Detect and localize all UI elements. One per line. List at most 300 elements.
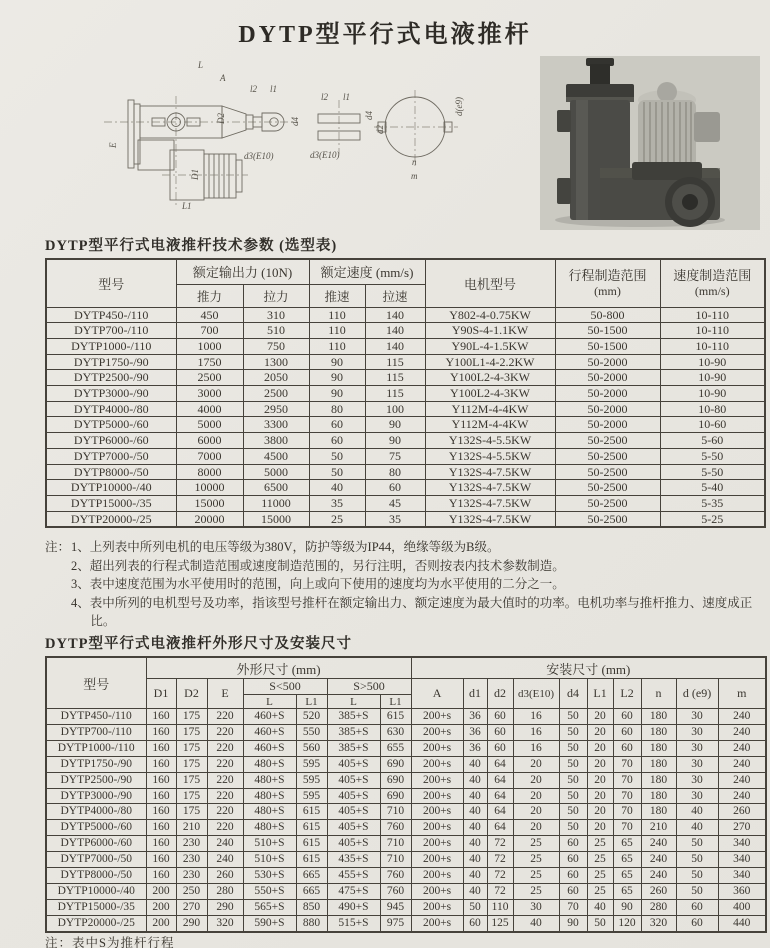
drawing-main-view xyxy=(104,60,300,217)
table-cell: 10-110 xyxy=(660,307,765,323)
table-cell: 220 xyxy=(207,788,243,804)
table-cell: 90 xyxy=(365,417,425,433)
table-cell: 665 xyxy=(296,883,327,899)
table-row xyxy=(46,495,765,511)
table-cell: 1300 xyxy=(243,354,309,370)
table-row xyxy=(46,820,766,836)
table-cell: 40 xyxy=(463,883,487,899)
table-cell: 20 xyxy=(513,772,559,788)
table-cell: DYTP3000-/90 xyxy=(46,386,176,402)
table-cell: 20 xyxy=(513,788,559,804)
table-cell: 25 xyxy=(587,852,613,868)
notes-prefix: 注： xyxy=(45,540,71,554)
dim-label-d4: d4 xyxy=(290,117,300,126)
table-cell: DYTP2500-/90 xyxy=(46,370,176,386)
table-cell: 385+S xyxy=(327,724,380,740)
table-cell: 10-110 xyxy=(660,338,765,354)
table-row xyxy=(46,307,765,323)
table-cell: 200+s xyxy=(411,899,463,915)
table-cell: 340 xyxy=(718,868,766,884)
dim-label-l1-section: l1 xyxy=(343,92,351,102)
table-cell: 40 xyxy=(463,836,487,852)
col-header-d4: d4 xyxy=(559,679,587,709)
table-cell: DYTP1750-/90 xyxy=(46,756,146,772)
table-cell: Y802-4-0.75KW xyxy=(425,307,555,323)
table-row xyxy=(46,868,766,884)
table-cell: Y112M-4-4KW xyxy=(425,401,555,417)
table-cell: 340 xyxy=(718,836,766,852)
table-cell: 50-2500 xyxy=(555,433,660,449)
table-cell: DYTP7000-/50 xyxy=(46,852,146,868)
table-cell: 160 xyxy=(146,724,176,740)
table-cell: 25 xyxy=(587,883,613,899)
table-cell: 40 xyxy=(463,804,487,820)
table-cell: DYTP8000-/50 xyxy=(46,868,146,884)
table-cell: 760 xyxy=(380,868,411,884)
table-cell: 90 xyxy=(309,354,365,370)
stroke-range-unit: (mm) xyxy=(594,283,621,298)
table-cell: 60 xyxy=(309,417,365,433)
table-cell: 455+S xyxy=(327,868,380,884)
table-cell: 615 xyxy=(296,852,327,868)
table-cell: 20 xyxy=(513,820,559,836)
table-cell: 595 xyxy=(296,756,327,772)
table-cell: 70 xyxy=(613,820,641,836)
table-cell: 50 xyxy=(676,852,718,868)
table-cell: 65 xyxy=(613,883,641,899)
table-cell: 240 xyxy=(207,836,243,852)
table-cell: 40 xyxy=(513,915,559,931)
table-cell: 530+S xyxy=(243,868,296,884)
table-cell: 220 xyxy=(207,820,243,836)
table-cell: 850 xyxy=(296,899,327,915)
table-cell: 280 xyxy=(207,883,243,899)
table-cell: 72 xyxy=(487,883,513,899)
table-cell: 3300 xyxy=(243,417,309,433)
table-cell: 405+S xyxy=(327,788,380,804)
table-cell: 64 xyxy=(487,756,513,772)
table-cell: 40 xyxy=(463,772,487,788)
table-cell: 10-60 xyxy=(660,417,765,433)
table-cell: Y132S-4-7.5KW xyxy=(425,480,555,496)
table-cell: 480+S xyxy=(243,820,296,836)
dim-label-D2: D2 xyxy=(216,113,226,124)
table-cell: 25 xyxy=(587,868,613,884)
table-cell: 60 xyxy=(559,852,587,868)
table-row xyxy=(46,804,766,820)
table-cell: 60 xyxy=(365,480,425,496)
table-cell: 5-35 xyxy=(660,495,765,511)
table-cell: 595 xyxy=(296,788,327,804)
table-cell: Y132S-4-7.5KW xyxy=(425,495,555,511)
table-cell: 320 xyxy=(641,915,676,931)
table-cell: 690 xyxy=(380,772,411,788)
table-cell: 630 xyxy=(380,724,411,740)
dim-label-E: E xyxy=(108,142,118,148)
table-cell: 200+s xyxy=(411,868,463,884)
col-header-push-speed: 推速 xyxy=(309,284,365,307)
table-cell: 615 xyxy=(296,804,327,820)
col-header-d-e9: d (e9) xyxy=(676,679,718,709)
table-cell: 120 xyxy=(613,915,641,931)
table-cell: 4000 xyxy=(176,401,243,417)
col-header-n: n xyxy=(641,679,676,709)
table-cell: 2950 xyxy=(243,401,309,417)
table-cell: 160 xyxy=(146,709,176,725)
table-cell: 20000 xyxy=(176,511,243,527)
table-cell: 200+s xyxy=(411,804,463,820)
table-cell: 175 xyxy=(176,756,207,772)
col-header-pull-speed: 拉速 xyxy=(365,284,425,307)
table-cell: 280 xyxy=(641,899,676,915)
table-cell: 36 xyxy=(463,724,487,740)
table-cell: DYTP2500-/90 xyxy=(46,772,146,788)
table-cell: 200+s xyxy=(411,756,463,772)
table-cell: 475+S xyxy=(327,883,380,899)
table-cell: DYTP1000-/110 xyxy=(46,338,176,354)
dimension-table-body xyxy=(46,709,766,932)
table-cell: 50 xyxy=(559,788,587,804)
col-header-motor: 电机型号 xyxy=(425,259,555,307)
dim-label-l2-section: l2 xyxy=(321,92,329,102)
table-cell: DYTP8000-/50 xyxy=(46,464,176,480)
table-cell: 90 xyxy=(309,370,365,386)
table-cell: 175 xyxy=(176,772,207,788)
table-cell: Y132S-4-7.5KW xyxy=(425,464,555,480)
table-cell: 40 xyxy=(463,788,487,804)
table-cell: 140 xyxy=(365,323,425,339)
table-cell: 510+S xyxy=(243,852,296,868)
table-cell: 220 xyxy=(207,772,243,788)
col-header-pull-force: 拉力 xyxy=(243,284,309,307)
table-cell: 70 xyxy=(559,899,587,915)
table-cell: 480+S xyxy=(243,772,296,788)
table-cell: 510 xyxy=(243,323,309,339)
col-header-push-force: 推力 xyxy=(176,284,243,307)
spec-table xyxy=(45,258,766,528)
table-cell: 40 xyxy=(676,804,718,820)
col-header-L-gt: L xyxy=(327,695,380,709)
table-cell: 7000 xyxy=(176,448,243,464)
table-cell: 200+s xyxy=(411,820,463,836)
table-cell: 10000 xyxy=(176,480,243,496)
table-cell: 75 xyxy=(365,448,425,464)
table-cell: 710 xyxy=(380,836,411,852)
dimension-table-header xyxy=(46,657,766,709)
table-cell: 40 xyxy=(463,868,487,884)
col-header-L2: L2 xyxy=(613,679,641,709)
table-cell: 175 xyxy=(176,788,207,804)
table-cell: 260 xyxy=(641,883,676,899)
table-row xyxy=(46,386,765,402)
table-cell: Y100L2-4-3KW xyxy=(425,370,555,386)
table-cell: 60 xyxy=(676,915,718,931)
table-cell: Y132S-4-5.5KW xyxy=(425,448,555,464)
table-cell: 710 xyxy=(380,852,411,868)
table-cell: 110 xyxy=(309,338,365,354)
table-row xyxy=(46,709,766,725)
table-cell: 50-800 xyxy=(555,307,660,323)
table-cell: 50 xyxy=(463,899,487,915)
table-cell: DYTP7000-/50 xyxy=(46,448,176,464)
table-cell: 50 xyxy=(309,464,365,480)
table-cell: 65 xyxy=(613,836,641,852)
table-cell: 60 xyxy=(676,899,718,915)
table-cell: 10-80 xyxy=(660,401,765,417)
table-cell: 975 xyxy=(380,915,411,931)
table-cell: 40 xyxy=(309,480,365,496)
table-cell: 30 xyxy=(676,740,718,756)
table-cell: 60 xyxy=(613,709,641,725)
table-cell: 20 xyxy=(587,788,613,804)
table-cell: DYTP15000-/35 xyxy=(46,495,176,511)
table-row xyxy=(46,756,766,772)
table-cell: 550 xyxy=(296,724,327,740)
table-cell: 50-2500 xyxy=(555,448,660,464)
table-cell: Y90S-4-1.1KW xyxy=(425,323,555,339)
table-row xyxy=(46,417,765,433)
table-cell: 35 xyxy=(365,511,425,527)
col-header-L1-install: L1 xyxy=(587,679,613,709)
table-cell: 200+s xyxy=(411,883,463,899)
table-cell: 700 xyxy=(176,323,243,339)
table-cell: 175 xyxy=(176,724,207,740)
dim-label-n: n xyxy=(412,157,417,167)
table-cell: 64 xyxy=(487,772,513,788)
table-cell: 460+S xyxy=(243,724,296,740)
table-cell: 1000 xyxy=(176,338,243,354)
col-header-d1: d1 xyxy=(463,679,487,709)
table-cell: DYTP450-/110 xyxy=(46,307,176,323)
table-cell: 240 xyxy=(718,756,766,772)
table-cell: 440 xyxy=(718,915,766,931)
table-cell: 615 xyxy=(380,709,411,725)
dim-label-l1: l1 xyxy=(270,84,278,94)
table-cell: 5-50 xyxy=(660,448,765,464)
table-cell: 80 xyxy=(309,401,365,417)
table-cell: 50 xyxy=(676,883,718,899)
spec-table-header xyxy=(46,259,765,307)
table-cell: 110 xyxy=(309,323,365,339)
table-cell: 180 xyxy=(641,756,676,772)
table-cell: 240 xyxy=(718,740,766,756)
table-cell: 125 xyxy=(487,915,513,931)
table-cell: 35 xyxy=(309,495,365,511)
table-cell: 405+S xyxy=(327,820,380,836)
table-row xyxy=(46,836,766,852)
dimension-drawing xyxy=(58,54,540,230)
table-cell: 36 xyxy=(463,709,487,725)
notes-block xyxy=(45,538,757,631)
dim-label-L: L xyxy=(198,60,204,70)
table-cell: 360 xyxy=(718,883,766,899)
table-cell: 5-50 xyxy=(660,464,765,480)
photo-motor-cap xyxy=(657,82,677,102)
col-header-L-lt: L xyxy=(243,695,296,709)
table-cell: 200+s xyxy=(411,709,463,725)
table-cell: 240 xyxy=(641,852,676,868)
table-cell: 60 xyxy=(309,433,365,449)
table-cell: 40 xyxy=(463,756,487,772)
table-cell: 160 xyxy=(146,836,176,852)
table-cell: 50 xyxy=(309,448,365,464)
table-cell: Y90L-4-1.5KW xyxy=(425,338,555,354)
col-header-L1-gt: L1 xyxy=(380,695,411,709)
table-cell: 16 xyxy=(513,740,559,756)
table-cell: 90 xyxy=(365,433,425,449)
table-cell: 200+s xyxy=(411,852,463,868)
col-header-rated-force: 额定输出力 (10N) xyxy=(176,259,309,284)
table-cell: 8000 xyxy=(176,464,243,480)
table-cell: 615 xyxy=(296,836,327,852)
table-cell: 80 xyxy=(365,464,425,480)
table-cell: 30 xyxy=(676,709,718,725)
table-cell: 200+s xyxy=(411,915,463,931)
table-cell: 60 xyxy=(559,868,587,884)
table-cell: 615 xyxy=(296,820,327,836)
table-cell: 30 xyxy=(676,724,718,740)
table-cell: DYTP10000-/40 xyxy=(46,883,146,899)
table-cell: 72 xyxy=(487,852,513,868)
table-cell: DYTP20000-/25 xyxy=(46,511,176,527)
table-cell: 220 xyxy=(207,740,243,756)
table-cell: 240 xyxy=(641,868,676,884)
table-cell: 50 xyxy=(559,724,587,740)
table-cell: 15000 xyxy=(176,495,243,511)
table-row xyxy=(46,915,766,931)
table-cell: 710 xyxy=(380,804,411,820)
table-cell: 70 xyxy=(613,788,641,804)
photo-junction-box xyxy=(694,112,720,142)
table-cell: 65 xyxy=(613,852,641,868)
table-cell: 20 xyxy=(587,756,613,772)
table-cell: 405+S xyxy=(327,836,380,852)
table-cell: 220 xyxy=(207,804,243,820)
col-header-d3-E10: d3(E10) xyxy=(513,679,559,709)
drawing-end-view xyxy=(374,90,464,186)
table-cell: 20 xyxy=(587,772,613,788)
table-cell: DYTP5000-/60 xyxy=(46,820,146,836)
col-header-A: A xyxy=(411,679,463,709)
table-cell: 64 xyxy=(487,788,513,804)
table-cell: 200 xyxy=(146,883,176,899)
table-row xyxy=(46,480,765,496)
table-cell: 230 xyxy=(176,836,207,852)
table-cell: 490+S xyxy=(327,899,380,915)
table-cell: 560 xyxy=(296,740,327,756)
speed-range-unit: (mm/s) xyxy=(694,283,730,298)
table-row xyxy=(46,354,765,370)
figure-row xyxy=(58,54,760,232)
table-cell: 45 xyxy=(365,495,425,511)
table-cell: 50-2000 xyxy=(555,386,660,402)
table-cell: 565+S xyxy=(243,899,296,915)
table-cell: 200+s xyxy=(411,836,463,852)
table-cell: DYTP450-/110 xyxy=(46,709,146,725)
table-cell: 260 xyxy=(207,868,243,884)
table-cell: 3000 xyxy=(176,386,243,402)
table-cell: 25 xyxy=(513,883,559,899)
table-cell: 20 xyxy=(513,756,559,772)
table-cell: 160 xyxy=(146,756,176,772)
table-cell: 590+S xyxy=(243,915,296,931)
table-row xyxy=(46,788,766,804)
table-row xyxy=(46,338,765,354)
table-cell: 50-2500 xyxy=(555,511,660,527)
col-header-L1-lt: L1 xyxy=(296,695,327,709)
table-cell: 240 xyxy=(718,788,766,804)
speed-range-label: 速度制造范围 xyxy=(673,267,752,283)
table-cell: DYTP700-/110 xyxy=(46,724,146,740)
table-cell: 160 xyxy=(146,868,176,884)
table-cell: 5000 xyxy=(243,464,309,480)
table-cell: 160 xyxy=(146,772,176,788)
col-header-stroke-range xyxy=(555,259,660,307)
note-item-1: 1、上列表中所列电机的电压等级为380V，防护等级为IP44，绝缘等级为B级。 xyxy=(71,540,500,554)
col-header-s-lt-500: S<500 xyxy=(243,679,327,695)
table-row xyxy=(46,724,766,740)
table-cell: DYTP1750-/90 xyxy=(46,354,176,370)
table-cell: 510+S xyxy=(243,836,296,852)
table-cell: 20 xyxy=(587,820,613,836)
table-cell: 60 xyxy=(559,836,587,852)
table-cell: 60 xyxy=(487,724,513,740)
stroke-range-label: 行程制造范围 xyxy=(568,267,647,283)
table-cell: DYTP6000-/60 xyxy=(46,836,146,852)
table-cell: 385+S xyxy=(327,709,380,725)
table-cell: 20 xyxy=(587,724,613,740)
notes-body xyxy=(45,538,757,631)
table-cell: 50-2000 xyxy=(555,354,660,370)
table-cell: 25 xyxy=(513,852,559,868)
table-cell: 60 xyxy=(613,724,641,740)
spec-table-heading: DYTP型平行式电液推杆技术参数 (选型表) xyxy=(45,238,338,254)
table-cell: DYTP6000-/60 xyxy=(46,433,176,449)
table-cell: 290 xyxy=(176,915,207,931)
table-cell: 460+S xyxy=(243,740,296,756)
table-cell: 270 xyxy=(176,899,207,915)
table-row xyxy=(46,370,765,386)
table-cell: 110 xyxy=(309,307,365,323)
table-cell: 175 xyxy=(176,709,207,725)
table-cell: DYTP3000-/90 xyxy=(46,788,146,804)
dimension-table xyxy=(45,656,767,933)
table-cell: DYTP4000-/80 xyxy=(46,804,146,820)
table-row xyxy=(46,401,765,417)
table-cell: 210 xyxy=(641,820,676,836)
table-cell: 64 xyxy=(487,820,513,836)
table-cell: Y132S-4-7.5KW xyxy=(425,511,555,527)
table-cell: 115 xyxy=(365,370,425,386)
dim-label-d4-section: d4 xyxy=(364,111,374,120)
table-cell: 690 xyxy=(380,756,411,772)
table-cell: 665 xyxy=(296,868,327,884)
table-cell: 310 xyxy=(243,307,309,323)
table-cell: DYTP10000-/40 xyxy=(46,480,176,496)
table-cell: 5-60 xyxy=(660,433,765,449)
table-cell: 480+S xyxy=(243,756,296,772)
table-cell: 50-2500 xyxy=(555,480,660,496)
table-cell: 11000 xyxy=(243,495,309,511)
table-cell: 2050 xyxy=(243,370,309,386)
table-cell: 550+S xyxy=(243,883,296,899)
table-cell: 50 xyxy=(559,740,587,756)
table-cell: 240 xyxy=(718,724,766,740)
table-row xyxy=(46,852,766,868)
table-cell: 110 xyxy=(487,899,513,915)
dim-label-l2: l2 xyxy=(250,84,258,94)
table-cell: 595 xyxy=(296,772,327,788)
